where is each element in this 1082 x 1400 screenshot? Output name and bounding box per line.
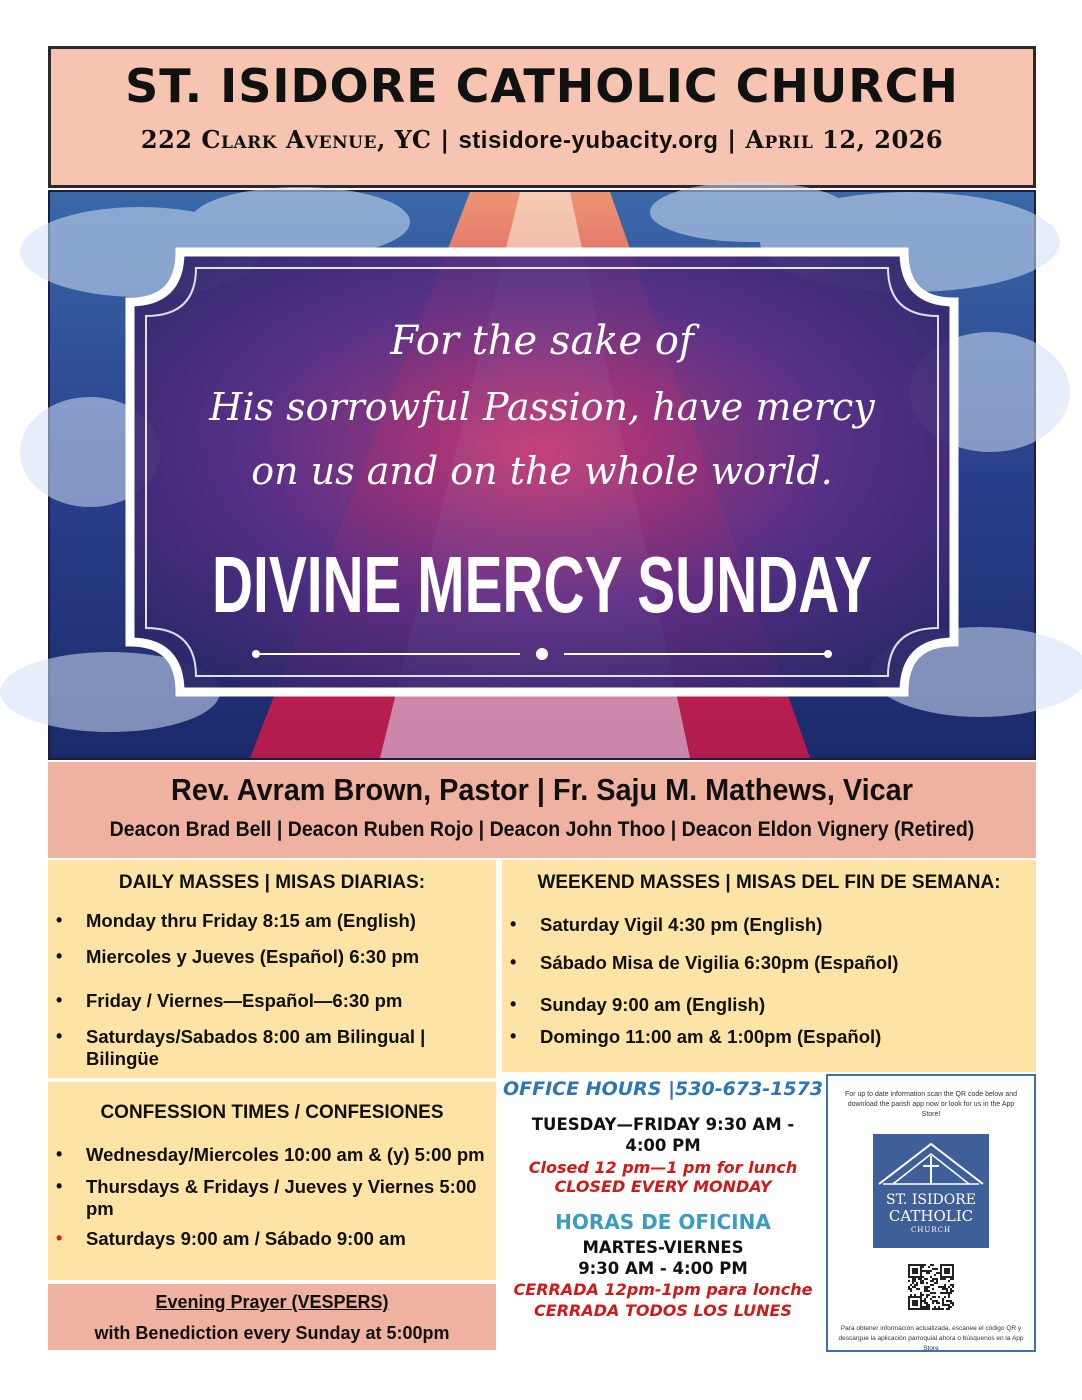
header-subline: [51, 125, 1033, 155]
banner-headline: DIVINE MERCY SUNDAY: [212, 540, 872, 629]
banner-artwork: [50, 192, 1034, 758]
list-item: • Domingo 11:00 am & 1:00pm (Español): [502, 1026, 1036, 1048]
vespers-text: with Benediction every Sunday at 5:00pm: [94, 1323, 450, 1343]
logo-line-3: CHURCH: [910, 1226, 952, 1234]
separator: |: [440, 126, 450, 154]
office-lunch-note: Closed 12 pm—1 pm for lunch: [528, 1158, 798, 1177]
office-es-title: HORAS DE OFICINA: [555, 1210, 771, 1234]
church-website: stisidore-yubacity.org: [458, 127, 719, 154]
list-item: • Friday / Viernes—Español—6:30 pm: [48, 990, 496, 1012]
list-item: • Monday thru Friday 8:15 am (English): [48, 910, 496, 932]
separator: |: [727, 126, 737, 154]
parish-logo: [873, 1134, 989, 1248]
divine-mercy-banner: [48, 190, 1036, 760]
office-es-days: MARTES-VIERNES: [582, 1238, 744, 1257]
daily-masses-title: DAILY MASSES | MISAS DIARIAS:: [118, 872, 426, 893]
weekend-masses-title: WEEKEND MASSES | MISAS DEL FIN DE SEMANA:: [537, 872, 1001, 893]
office-hours-days: TUESDAY—FRIDAY 9:30 AM - 4:00 PM: [531, 1115, 795, 1155]
church-name: ST. ISIDORE CATHOLIC CHURCH: [125, 59, 959, 113]
logo-line-1: ST. ISIDORE: [886, 1192, 976, 1208]
logo-line-2: CATHOLIC: [888, 1207, 974, 1225]
vespers-band: [48, 1284, 496, 1350]
confession-title: CONFESSION TIMES / CONFESIONES: [100, 1102, 444, 1123]
deacons-line: Deacon Brad Bell | Deacon Ruben Rojo | Deacon John Thoo | Deacon Eldon Vignery (Retired): [109, 818, 975, 841]
office-es-lunch: CERRADA 12pm-1pm para lonche: [513, 1280, 813, 1299]
banner-script-line: on us and on the whole world.: [251, 449, 833, 493]
header: [48, 46, 1036, 188]
office-hours-panel: [502, 1074, 824, 1352]
banner-script-line: His sorrowful Passion, have mercy: [209, 385, 875, 429]
qr-code-icon[interactable]: [908, 1264, 954, 1310]
list-item: • Wednesday/Miercoles 10:00 am & (y) 5:00 pm: [48, 1144, 496, 1166]
qr-app-card: [826, 1074, 1036, 1352]
list-item: • Saturdays/Sabados 8:00 am Bilingual | Bilingüe: [48, 1026, 496, 1070]
qr-card-top-text: For up to date information scan the QR code below and download the parish app now or look for us in the App Store!: [845, 1091, 1017, 1118]
qr-card-bottom-text: Para obtener información actualizada, escanee el código QR y descargue la aplicación parroquial ahora o búsquenos en la App Store: [838, 1325, 1024, 1352]
confession-panel: [48, 1082, 496, 1280]
list-item: • Saturdays 9:00 am / Sábado 9:00 am: [48, 1228, 496, 1250]
office-es-hours: 9:30 AM - 4:00 PM: [578, 1259, 748, 1278]
office-es-monday: CERRADA TODOS LOS LUNES: [534, 1301, 792, 1320]
bulletin-date: April 12, 2026: [745, 125, 944, 154]
church-building-icon: [873, 1134, 989, 1192]
church-address: 222 Clark Avenue, YC: [140, 125, 432, 154]
office-hours-title: OFFICE HOURS |530-673-1573: [502, 1078, 824, 1100]
daily-masses-panel: [48, 860, 496, 1078]
list-item: • Thursdays & Fridays / Jueves y Viernes 5:00 pm: [48, 1176, 496, 1220]
weekend-masses-panel: [502, 860, 1036, 1072]
list-item: • Saturday Vigil 4:30 pm (English): [502, 914, 1036, 936]
office-monday-note: CLOSED EVERY MONDAY: [554, 1177, 772, 1196]
list-item: • Sunday 9:00 am (English): [502, 994, 1036, 1016]
list-item: • Sábado Misa de Vigilia 6:30pm (Español): [502, 952, 1036, 974]
pastor-vicar-line: Rev. Avram Brown, Pastor | Fr. Saju M. Mathews, Vicar: [171, 772, 913, 807]
list-item: • Miercoles y Jueves (Español) 6:30 pm: [48, 946, 496, 968]
banner-script-line: For the sake of: [390, 318, 694, 364]
clergy-band: [48, 762, 1036, 858]
vespers-title: Evening Prayer (VESPERS): [155, 1292, 389, 1312]
